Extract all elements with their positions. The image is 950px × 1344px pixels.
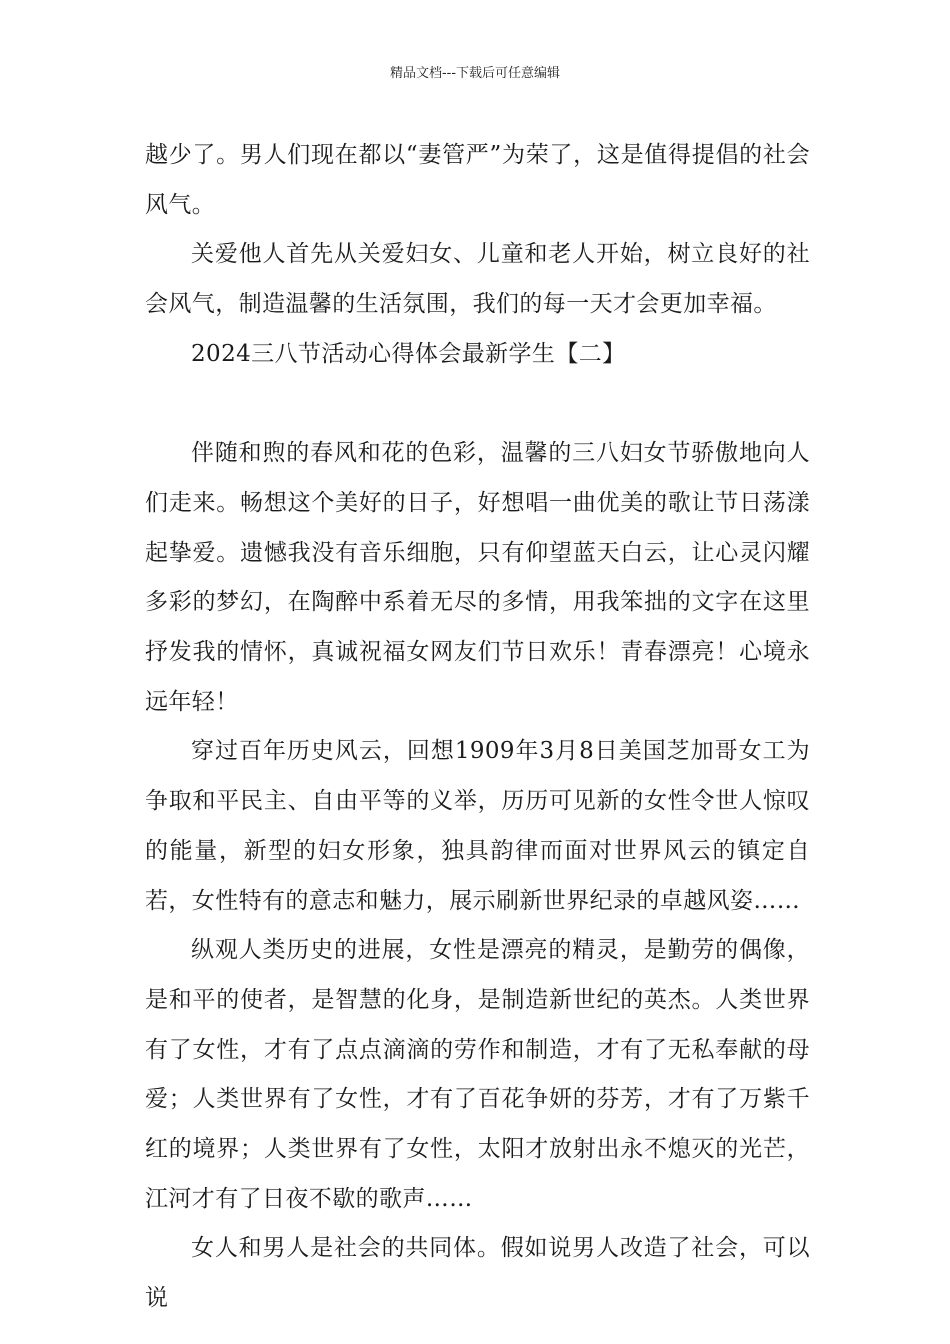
document-body [145,131,810,1324]
section-title: 2024三八节活动心得体会最新学生【二】 [191,340,626,367]
paragraph: 关爱他人首先从关爱妇女、儿童和老人开始，树立良好的社会风气，制造温馨的生活氛围，我们的每一天才会更加幸福。 [145,241,810,318]
paragraph-continuation: 越少了。男人们现在都以“妻管严”为荣了，这是值得提倡的社会风气。 [145,142,810,218]
paragraph: 女人和男人是社会的共同体。假如说男人改造了社会，可以说 [145,1235,810,1312]
paragraph: 伴随和煦的春风和花的色彩，温馨的三八妇女节骄傲地向人们走来。畅想这个美好的日子，好想唱一曲优美的歌让节日荡漾起挚爱。遗憾我没有音乐细胞，只有仰望蓝天白云，让心灵闪耀多彩的梦幻，在陶醉中系着无尽的多情，用我笨拙的文字在这里抒发我的情怀，真诚祝福女网友们节日欢乐！青春漂亮！心境永远年轻！ [145,440,810,715]
page-header: 精品文档---下载后可任意编辑 [389,66,561,81]
paragraph: 纵观人类历史的进展，女性是漂亮的精灵，是勤劳的偶像，是和平的使者，是智慧的化身，是制造新世纪的英杰。人类世界有了女性，才有了点点滴滴的劳作和制造，才有了无私奉献的母爱；人类世界有了女性，才有了百花争妍的芬芳，才有了万紫千红的境界；人类世界有了女性，太阳才放射出永不熄灭的光芒，江河才有了日夜不歇的歌声…… [145,937,810,1212]
paragraph: 穿过百年历史风云，回想1909年3月8日美国芝加哥女工为争取和平民主、自由平等的义举，历历可见新的女性令世人惊叹的能量，新型的妇女形象，独具韵律而面对世界风云的镇定自若，女性特有的意志和魅力，展示刷新世界纪录的卓越风姿…… [145,738,810,914]
